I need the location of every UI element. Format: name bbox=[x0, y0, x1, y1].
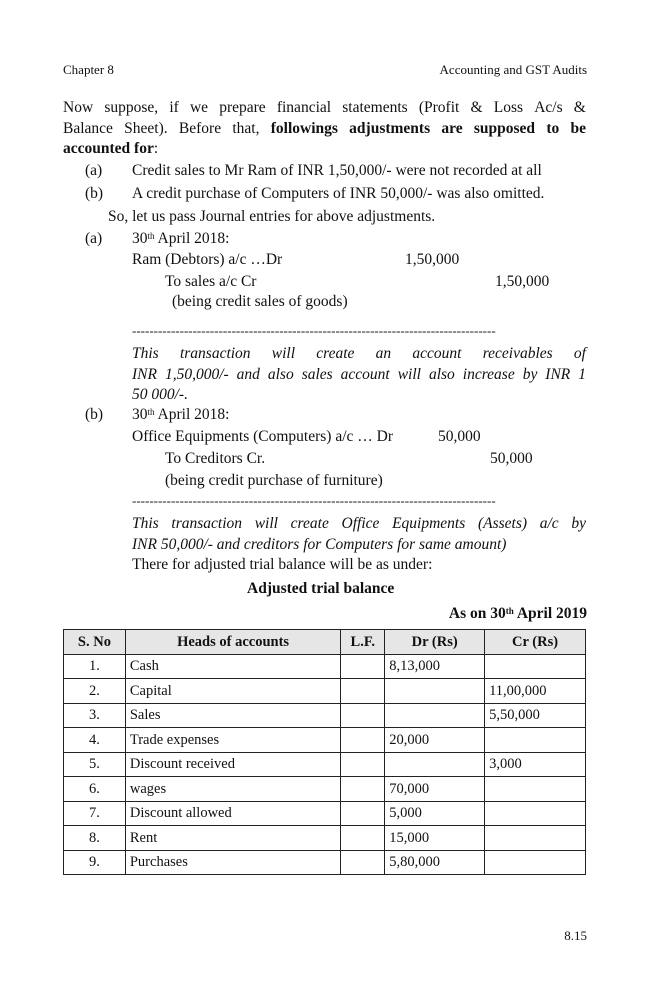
cell-lf bbox=[341, 654, 385, 679]
entry-b-label: (b) bbox=[85, 406, 104, 423]
intro-word: & bbox=[573, 99, 586, 116]
cell-sno: 3. bbox=[64, 703, 126, 728]
table-row bbox=[64, 777, 586, 802]
intro-line-1 bbox=[63, 98, 586, 119]
running-title: Accounting and GST Audits bbox=[439, 62, 587, 77]
trial-balance-table bbox=[63, 629, 586, 875]
entry-a-date-rest: April 2018: bbox=[154, 230, 230, 247]
adjustment-b-label: (b) bbox=[85, 185, 104, 202]
cell-lf bbox=[341, 728, 385, 753]
entry-b-divider: ------------------------------------------------------------------------------------ bbox=[132, 493, 496, 508]
cell-lf bbox=[341, 777, 385, 802]
intro-paragraph bbox=[63, 98, 586, 160]
cell-dr bbox=[385, 752, 485, 777]
adjustment-a-label: (a) bbox=[85, 162, 103, 179]
intro-word: prepare bbox=[219, 99, 266, 116]
cell-head: Discount received bbox=[125, 752, 340, 777]
entry-a-narration: (being credit sales of goods) bbox=[172, 293, 348, 310]
adjustment-b-text: A credit purchase of Computers of INR 50,000/- was also omitted. bbox=[132, 185, 545, 202]
cell-head: Rent bbox=[125, 826, 340, 851]
entry-b-date-sup: th bbox=[147, 407, 155, 417]
intro-word: Now bbox=[63, 99, 94, 116]
cell-cr bbox=[485, 826, 586, 851]
intro-line-3-tail: : bbox=[153, 140, 159, 157]
column-header-cr: Cr (Rs) bbox=[485, 630, 586, 655]
cell-dr: 5,000 bbox=[385, 801, 485, 826]
entry-a-date bbox=[132, 229, 229, 250]
entry-b-note bbox=[132, 514, 586, 555]
cell-dr: 15,000 bbox=[385, 826, 485, 851]
table-row bbox=[64, 826, 586, 851]
entry-a-divider: ------------------------------------------------------------------------------------ bbox=[132, 323, 496, 338]
entry-a-date-day: 30 bbox=[132, 230, 148, 247]
entry-b-date bbox=[132, 405, 229, 426]
entry-a-note-line-3: 50 000/-. bbox=[132, 386, 188, 403]
intro-word: statements bbox=[342, 99, 408, 116]
as-on-rest: April 2019 bbox=[513, 605, 587, 622]
cell-cr bbox=[485, 654, 586, 679]
trial-balance-body bbox=[64, 654, 586, 875]
intro-line-3 bbox=[63, 139, 586, 160]
cell-cr bbox=[485, 850, 586, 875]
cell-lf bbox=[341, 703, 385, 728]
cell-head: Sales bbox=[125, 703, 340, 728]
chapter-label: Chapter 8 bbox=[63, 62, 114, 77]
cell-sno: 6. bbox=[64, 777, 126, 802]
cell-dr: 8,13,000 bbox=[385, 654, 485, 679]
as-on-sup: th bbox=[505, 606, 514, 616]
therefore-line: There for adjusted trial balance will be as under: bbox=[132, 556, 433, 573]
entry-a-note bbox=[132, 344, 586, 406]
as-on-prefix: As on 30 bbox=[448, 605, 506, 622]
entry-b-date-rest: April 2018: bbox=[154, 406, 230, 423]
trial-balance-title: Adjusted trial balance bbox=[247, 580, 395, 597]
entry-a-note-line-1: This transaction will create an account receivables of bbox=[132, 345, 586, 362]
page-number: 8.15 bbox=[564, 928, 587, 943]
cell-dr bbox=[385, 703, 485, 728]
intro-word: if bbox=[169, 99, 179, 116]
entry-a-credit-account: To sales a/c Cr bbox=[165, 273, 257, 290]
entry-a-debit-account: Ram (Debtors) a/c …Dr bbox=[132, 251, 283, 268]
entry-b-date-day: 30 bbox=[132, 406, 148, 423]
intro-word: Ac/s bbox=[534, 99, 563, 116]
table-row bbox=[64, 752, 586, 777]
column-header-dr: Dr (Rs) bbox=[385, 630, 485, 655]
intro-word: suppose, bbox=[104, 99, 159, 116]
cell-head: Purchases bbox=[125, 850, 340, 875]
cell-lf bbox=[341, 850, 385, 875]
cell-head: wages bbox=[125, 777, 340, 802]
table-header-row bbox=[64, 630, 586, 655]
cell-lf bbox=[341, 752, 385, 777]
column-header-lf: L.F. bbox=[341, 630, 385, 655]
cell-dr: 20,000 bbox=[385, 728, 485, 753]
pass-entries-line: So, let us pass Journal entries for above adjustments. bbox=[108, 208, 436, 225]
cell-cr bbox=[485, 801, 586, 826]
cell-sno: 1. bbox=[64, 654, 126, 679]
entry-b-narration: (being credit purchase of furniture) bbox=[165, 472, 383, 489]
table-row bbox=[64, 703, 586, 728]
intro-line-2-text: Balance Sheet). Before that, bbox=[63, 119, 271, 137]
cell-cr bbox=[485, 728, 586, 753]
cell-lf bbox=[341, 679, 385, 704]
cell-head: Discount allowed bbox=[125, 801, 340, 826]
cell-sno: 9. bbox=[64, 850, 126, 875]
intro-word: & bbox=[470, 99, 483, 116]
intro-word: financial bbox=[276, 99, 332, 116]
trial-balance-as-on bbox=[449, 604, 587, 625]
intro-word: we bbox=[189, 99, 209, 116]
intro-line-2-bold: followings adjustments are supposed to be bbox=[270, 119, 586, 137]
intro-line-3-bold: accounted for bbox=[63, 140, 154, 157]
cell-lf bbox=[341, 801, 385, 826]
cell-sno: 5. bbox=[64, 752, 126, 777]
table-row bbox=[64, 850, 586, 875]
entry-a-label: (a) bbox=[85, 230, 103, 247]
table-row bbox=[64, 728, 586, 753]
column-header-sno: S. No bbox=[64, 630, 126, 655]
adjustment-a-text: Credit sales to Mr Ram of INR 1,50,000/- were not recorded at all bbox=[132, 162, 542, 179]
cell-head: Cash bbox=[125, 654, 340, 679]
cell-dr: 70,000 bbox=[385, 777, 485, 802]
cell-head: Capital bbox=[125, 679, 340, 704]
entry-b-debit-account: Office Equipments (Computers) a/c … Dr bbox=[132, 428, 393, 445]
entry-a-note-line-2: INR 1,50,000/- and also sales account will also increase by INR 1 bbox=[132, 365, 586, 383]
entry-b-credit-account: To Creditors Cr. bbox=[165, 450, 266, 467]
column-header-heads: Heads of accounts bbox=[125, 630, 340, 655]
cell-sno: 7. bbox=[64, 801, 126, 826]
cell-cr bbox=[485, 777, 586, 802]
table-row bbox=[64, 801, 586, 826]
cell-head: Trade expenses bbox=[125, 728, 340, 753]
intro-word: Loss bbox=[493, 99, 524, 116]
entry-b-note-line-2: INR 50,000/- and creditors for Computers for same amount) bbox=[132, 535, 507, 553]
entry-a-date-sup: th bbox=[147, 231, 155, 241]
cell-sno: 8. bbox=[64, 826, 126, 851]
cell-dr: 5,80,000 bbox=[385, 850, 485, 875]
table-row bbox=[64, 679, 586, 704]
cell-cr: 5,50,000 bbox=[485, 703, 586, 728]
cell-lf bbox=[341, 826, 385, 851]
table-row bbox=[64, 654, 586, 679]
cell-sno: 2. bbox=[64, 679, 126, 704]
entry-a-debit-amount: 1,50,000 bbox=[405, 251, 460, 268]
intro-word: (Profit bbox=[418, 99, 460, 116]
intro-line-2 bbox=[63, 119, 586, 140]
entry-b-note-line-1: This transaction will create Office Equipments (Assets) a/c by bbox=[132, 515, 586, 532]
cell-cr: 3,000 bbox=[485, 752, 586, 777]
entry-b-credit-amount: 50,000 bbox=[490, 450, 533, 467]
cell-sno: 4. bbox=[64, 728, 126, 753]
cell-cr: 11,00,000 bbox=[485, 679, 586, 704]
cell-dr bbox=[385, 679, 485, 704]
entry-a-credit-amount: 1,50,000 bbox=[495, 273, 550, 290]
entry-b-debit-amount: 50,000 bbox=[438, 428, 481, 445]
